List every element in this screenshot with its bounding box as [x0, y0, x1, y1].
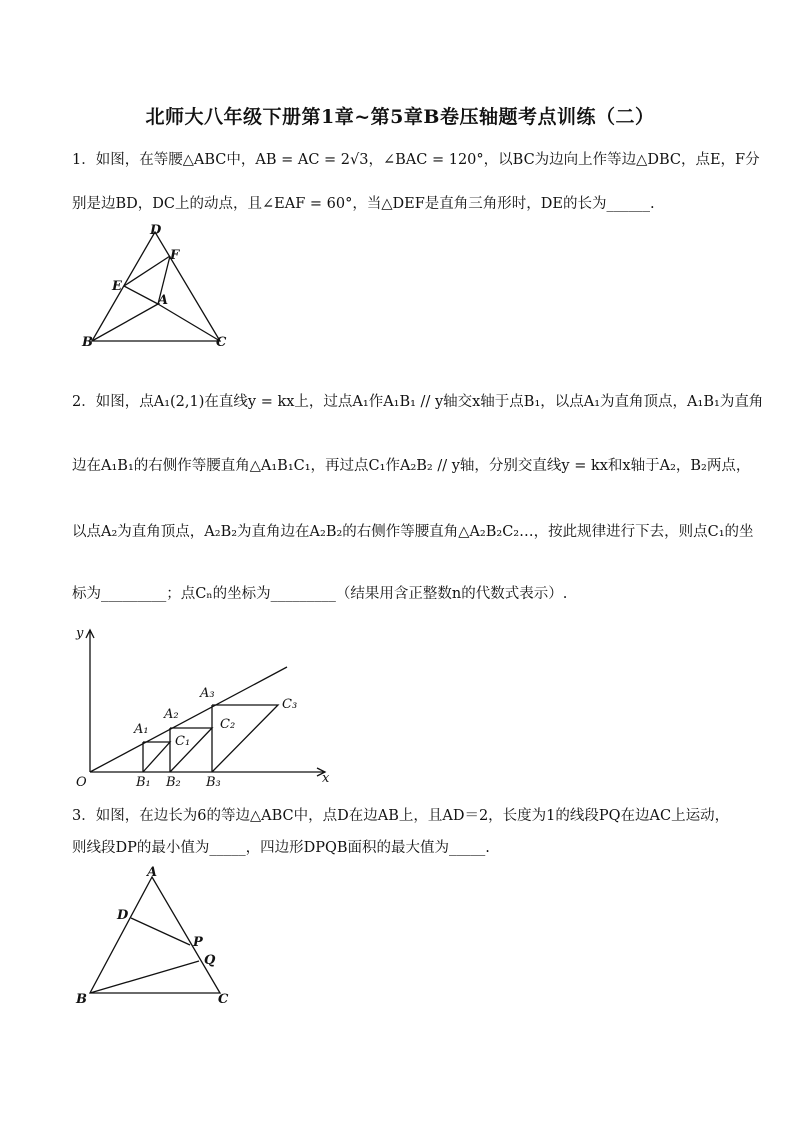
q2-line-3: 以点A₂为直角顶点，A₂B₂为直角边在A₂B₂的右侧作等腰直角△A₂B₂C₂…，按此规律进行下去，则点C₁的坐 — [72, 524, 754, 540]
q3-line-2: 则线段DP的最小值为_____，四边形DPQB面积的最大值为_____. — [72, 840, 490, 856]
q1-segment-ea — [124, 286, 158, 304]
q2-line-y-kx — [90, 667, 287, 772]
q2-segment-a1c1 — [143, 742, 170, 772]
q1-line-2: 别是边BD，DC上的动点，且∠EAF = 60°，当△DEF是直角三角形时，DE的长为______. — [72, 196, 655, 212]
q3-number: 3． — [72, 808, 96, 824]
q2-label-y: y — [76, 626, 84, 641]
q3-segment-bq — [90, 961, 199, 993]
q3-label-p: P — [193, 935, 203, 950]
q2-segment-a3c3 — [212, 705, 278, 772]
q1-segment-ba — [92, 304, 158, 341]
q2-line-4: 标为_________；点Cₙ的坐标为_________（结果用含正整数n的代数式表示）. — [72, 586, 568, 602]
q2-label-a3: A₃ — [200, 686, 215, 701]
q3-label-b: B — [76, 992, 87, 1007]
q1-label-f: F — [170, 248, 180, 263]
q2-figure — [70, 620, 340, 790]
q2-label-c2: C₂ — [220, 717, 236, 732]
q2-label-x: x — [322, 771, 330, 786]
page-title: 北师大八年级下册第1章~第5章B卷压轴题考点训练（二） — [145, 106, 655, 128]
q1-label-a: A — [158, 293, 169, 308]
q3-label-q: Q — [204, 953, 216, 968]
q3-segment-dp — [131, 918, 190, 945]
q1-label-b: B — [82, 335, 93, 350]
q2-label-c1: C₁ — [175, 734, 191, 749]
q1-figure — [80, 220, 240, 355]
q2-label-a1: A₁ — [134, 722, 149, 737]
q3-label-c: C — [218, 992, 229, 1007]
q3-label-d: D — [117, 908, 129, 923]
q2-line-2: 边在A₁B₁的右侧作等腰直角△A₁B₁C₁，再过点C₁作A₂B₂ // y轴，分别交直线y = kx和x轴于A₂，B₂两点， — [72, 458, 751, 474]
q1-number: 1． — [72, 152, 96, 168]
q3-label-a: A — [147, 865, 158, 880]
q1-text-1: 如图，在等腰△ABC中，AB = AC = 2√3，∠BAC = 120°，以BC为边向上作等边△DBC，点E，F分 — [95, 152, 760, 168]
q3-text-1: 如图，在边长为6的等边△ABC中，点D在边AB上，且AD＝2，长度为1的线段PQ在边AC上运动， — [95, 808, 730, 824]
q2-line-1 — [72, 392, 763, 412]
q1-line-1 — [72, 150, 760, 170]
q1-label-d: D — [150, 223, 162, 238]
q1-label-c: C — [216, 335, 227, 350]
q2-label-a2: A₂ — [164, 707, 179, 722]
q2-label-o: O — [76, 775, 87, 790]
q1-segment-ca — [158, 304, 220, 341]
q2-label-b1: B₁ — [136, 775, 151, 790]
q3-line-1 — [72, 806, 729, 826]
q3-figure — [70, 860, 250, 1010]
q2-label-b3: B₃ — [206, 775, 221, 790]
q2-text-1: 如图，点A₁(2,1)在直线y = kx上，过点A₁作A₁B₁ // y轴交x轴于点B₁，以点A₁为直角顶点，A₁B₁为直角 — [95, 394, 764, 410]
q1-label-e: E — [112, 279, 122, 294]
q2-label-b2: B₂ — [166, 775, 181, 790]
q2-number: 2． — [72, 394, 96, 410]
q2-label-c3: C₃ — [282, 697, 298, 712]
